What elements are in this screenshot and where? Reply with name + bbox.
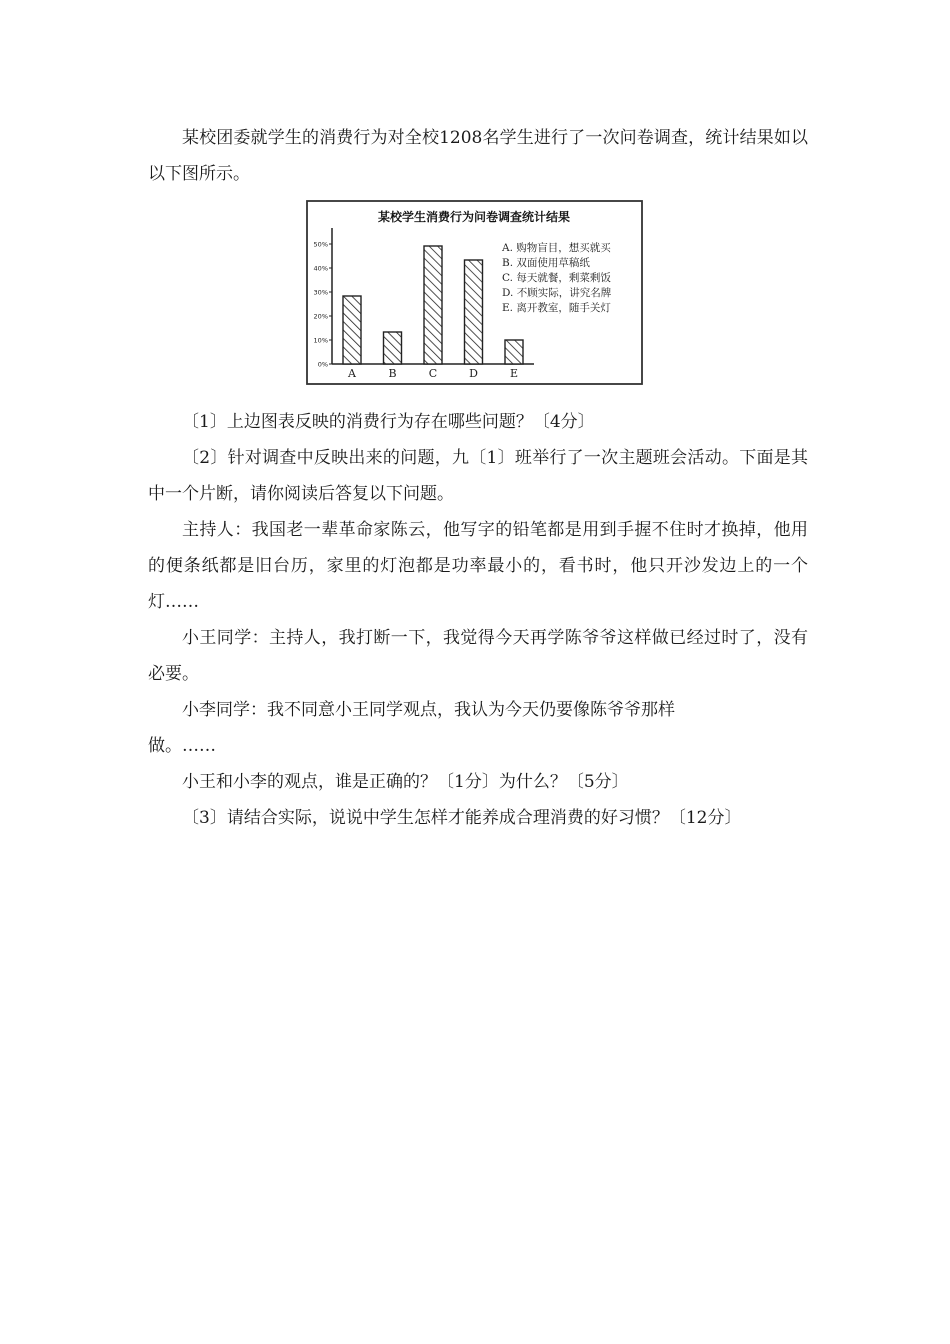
host-dialogue: 主持人：我国老一辈革命家陈云，他写字的铅笔都是用到手握不住时才换掉，他用的便条纸都是旧台历，家里的灯泡都是功率最小的，看书时，他只开沙发边上的一个灯…… xyxy=(148,520,808,612)
legend-item-b: B. 双面使用草稿纸 xyxy=(502,257,590,269)
chart-title: 某校学生消费行为问卷调查统计结果 xyxy=(377,210,571,224)
survey-bar-chart xyxy=(306,200,643,385)
intro-paragraph: 某校团委就学生的消费行为对全校1208名学生进行了一次问卷调查，统计结果如以以下图所示。 xyxy=(148,128,808,184)
x-tick-label-b: B xyxy=(388,367,397,380)
x-tick-label-d: D xyxy=(469,367,478,380)
x-tick-label-e: E xyxy=(509,367,519,380)
y-tick-label: 40% xyxy=(313,264,328,273)
question-2-ask: 小王和小李的观点，谁是正确的？〔1分〕为什么？〔5分〕 xyxy=(182,772,629,792)
y-tick-label: 20% xyxy=(313,312,328,321)
y-tick-label: 50% xyxy=(313,240,328,249)
question-2-intro: 〔2〕针对调查中反映出来的问题，九〔1〕班举行了一次主题班会活动。下面是其中一个片断，请你阅读后答复以下问题。 xyxy=(148,448,808,504)
bar-e xyxy=(505,340,523,364)
li-dialogue-line2: 做。…… xyxy=(148,736,216,756)
y-tick-label: 30% xyxy=(313,288,328,297)
legend-item-d: D. 不顾实际，讲究名牌 xyxy=(502,287,612,299)
wang-dialogue: 小王同学：主持人，我打断一下，我觉得今天再学陈爷爷这样做已经过时了，没有必要。 xyxy=(148,628,808,684)
x-tick-label-a: A xyxy=(348,367,356,380)
question-1: 〔1〕上边图表反映的消费行为存在哪些问题？〔4分〕 xyxy=(182,412,595,432)
li-dialogue-line1: 小李同学：我不同意小王同学观点，我认为今天仍要像陈爷爷那样 xyxy=(182,700,675,720)
legend-item-c: C. 每天就餐，剩菜剩饭 xyxy=(502,272,611,284)
legend-item-a: A. 购物盲目，想买就买 xyxy=(502,242,611,254)
legend-item-e: E. 离开教室，随手关灯 xyxy=(502,302,611,314)
bar-a xyxy=(343,296,361,364)
bar-b xyxy=(384,332,402,364)
bar-d xyxy=(465,260,483,364)
x-tick-label-c: C xyxy=(428,367,438,380)
y-tick-label: 10% xyxy=(313,336,328,345)
chart-legend xyxy=(501,241,612,314)
survey-chart-figure xyxy=(306,200,643,385)
y-tick-label: 0% xyxy=(317,360,328,369)
bar-c xyxy=(424,246,442,364)
question-3: 〔3〕请结合实际，说说中学生怎样才能养成合理消费的好习惯？〔12分〕 xyxy=(182,808,742,828)
